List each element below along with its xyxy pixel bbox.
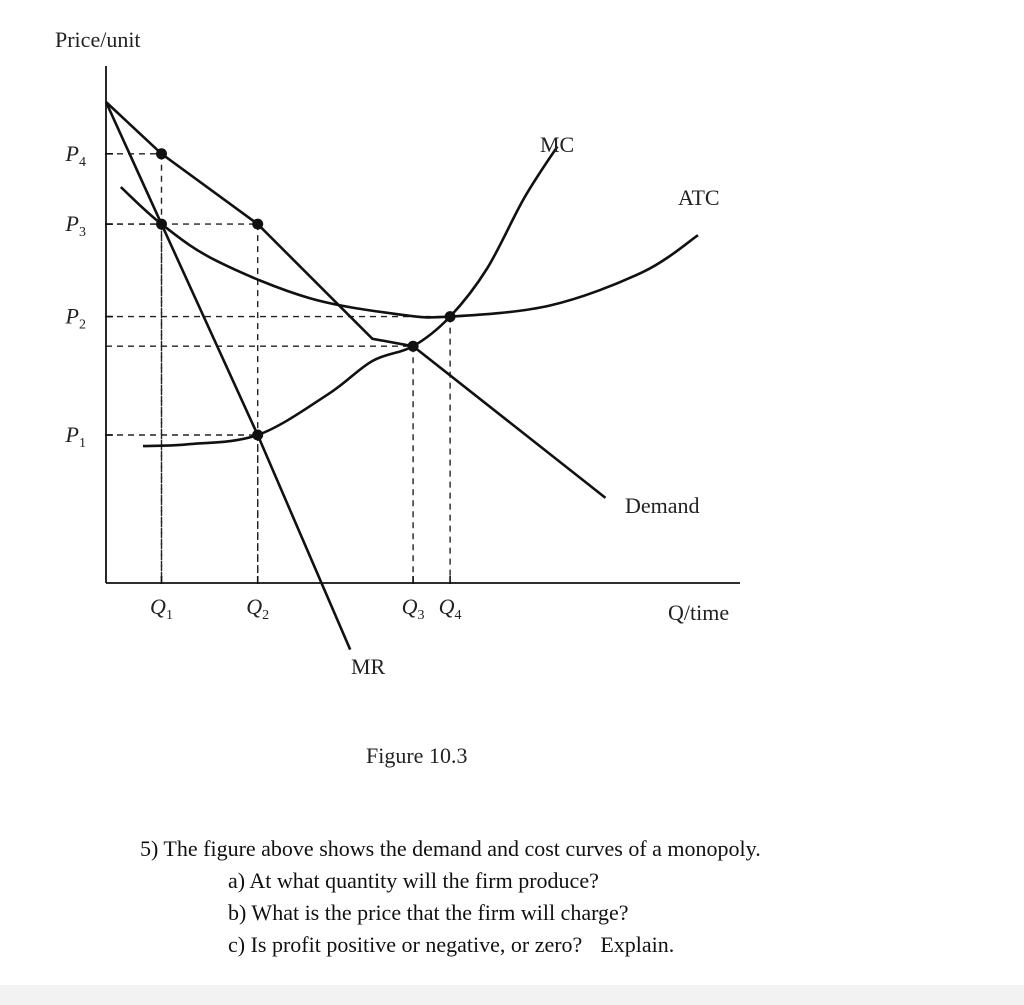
question-part-c-explain: Explain. bbox=[600, 932, 675, 957]
figure-caption: Figure 10.3 bbox=[366, 743, 468, 768]
intersection-point-2 bbox=[156, 219, 167, 230]
intersection-point-5 bbox=[408, 341, 419, 352]
intersection-point-3 bbox=[252, 219, 263, 230]
atc-label: ATC bbox=[678, 185, 720, 210]
x-axis-title: Q/time bbox=[668, 600, 730, 625]
atc-curve bbox=[121, 187, 698, 317]
x-tick-label-q4: $Q_4$ bbox=[438, 594, 462, 623]
question-block bbox=[140, 833, 1000, 961]
question-part-a: a) At what quantity will the firm produce? bbox=[228, 868, 599, 893]
y-tick-label-p2: $P_2$ bbox=[65, 303, 86, 333]
y-tick-label-p3: $P_3$ bbox=[65, 211, 86, 241]
intersection-point-1 bbox=[156, 148, 167, 159]
question-part-c-text: c) Is profit positive or negative, or zero? bbox=[228, 932, 583, 957]
intersection-point-4 bbox=[445, 311, 456, 322]
x-tick-label-q1: $Q_1$ bbox=[150, 594, 173, 623]
x-tick-label-q2: $Q_2$ bbox=[246, 594, 270, 623]
y-tick-label-p4: $P_4$ bbox=[65, 140, 86, 170]
mr-curve bbox=[106, 102, 350, 650]
demand-label: Demand bbox=[625, 493, 700, 518]
bottom-bar bbox=[0, 985, 1024, 1005]
question-intro: 5) The figure above shows the demand and cost curves of a monopoly. bbox=[140, 836, 761, 861]
mc-curve bbox=[143, 146, 557, 446]
intersection-point-6 bbox=[252, 430, 263, 441]
x-tick-label-q3: $Q_3$ bbox=[401, 594, 425, 623]
mc-label: MC bbox=[540, 132, 575, 157]
question-part-c bbox=[228, 929, 1000, 961]
y-tick-label-p1: $P_1$ bbox=[65, 422, 86, 451]
question-part-b: b) What is the price that the firm will charge? bbox=[228, 900, 629, 925]
demand-curve bbox=[106, 102, 606, 498]
mr-label: MR bbox=[351, 654, 386, 679]
y-axis-title: Price/unit bbox=[55, 27, 141, 52]
